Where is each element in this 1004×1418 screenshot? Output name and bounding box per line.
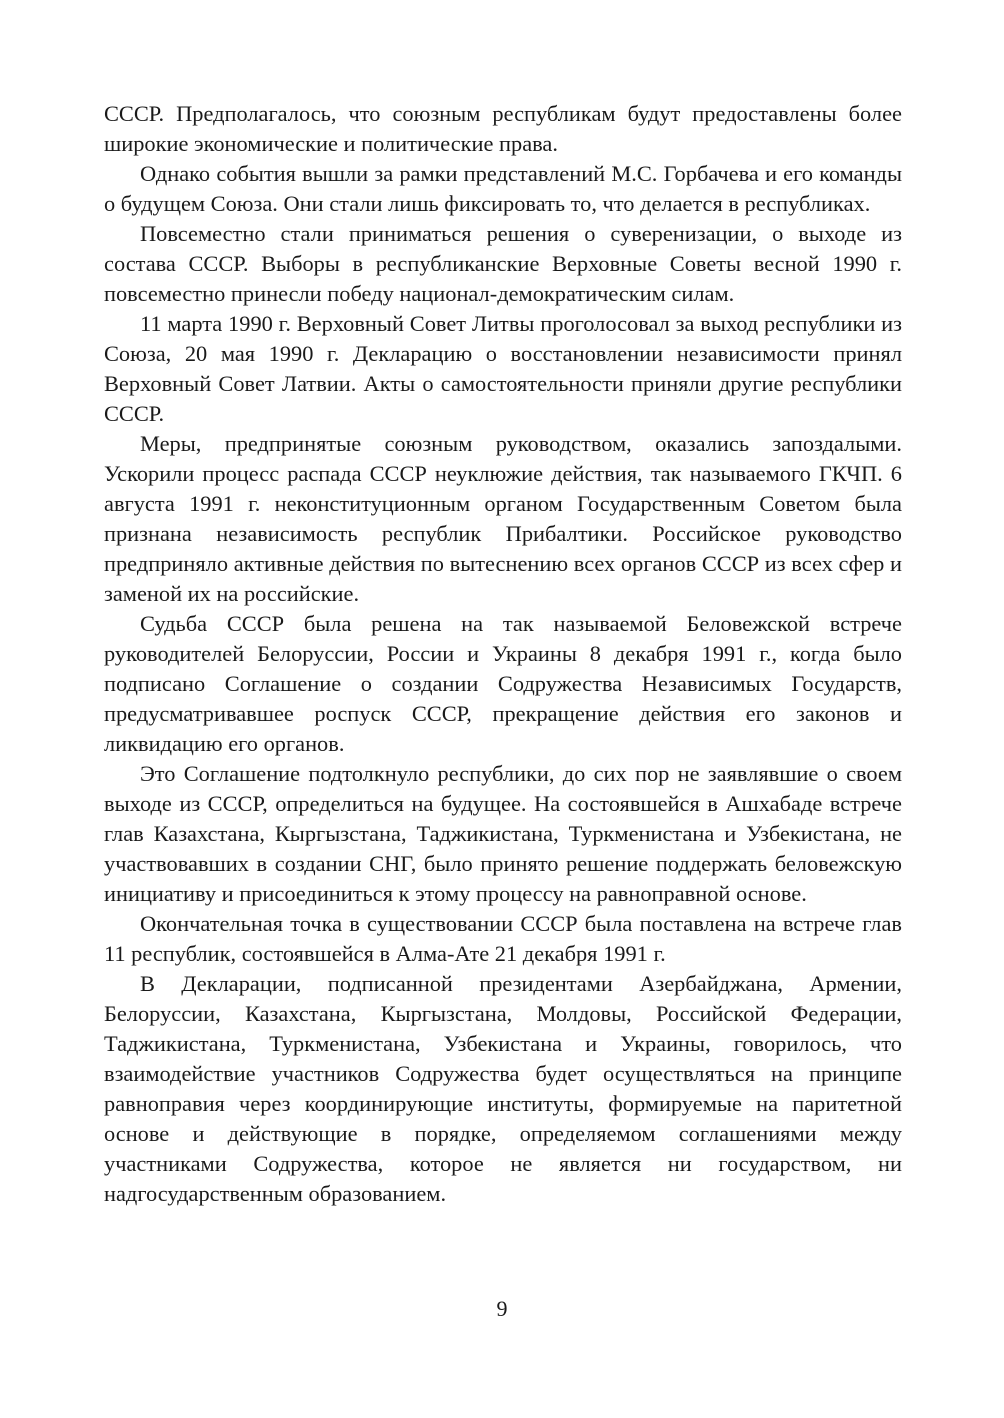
paragraph-8: Окончательная точка в существовании СССР была поставлена на встрече глав 11 республик, состоявшейся в Алма-Ате 21 декабря 1991 г. [104, 911, 902, 966]
page-number: 9 [496, 1296, 508, 1321]
page-body [104, 99, 902, 1209]
paragraph-1: СССР. Предполагалось, что союзным республикам будут предоставлены более широкие экономические и политические права. [104, 101, 902, 156]
paragraph-4: 11 марта 1990 г. Верховный Совет Литвы проголосовал за выход республики из Союза, 20 мая 1990 г. Декларацию о восстановлении независимости принял Верховный Совет Латвии. Акты о самостоятельности приняли другие республики СССР. [104, 311, 902, 426]
paragraph-2: Однако события вышли за рамки представлений М.С. Горбачева и его команды о будущем Союза. Они стали лишь фиксировать то, что делается в республиках. [104, 161, 902, 216]
paragraph-6: Судьба СССР была решена на так называемой Беловежской встрече руководителей Белоруссии, России и Украины 8 декабря 1991 г., когда было подписано Соглашение о создании Содружества Независимых Государств, предусматривавшее роспуск СССР, прекращение действия его законов и ликвидацию его органов. [104, 611, 902, 756]
paragraph-3: Повсеместно стали приниматься решения о суверенизации, о выходе из состава СССР. Выборы в республиканские Верховные Советы весной 1990 г. повсеместно принесли победу национал-демократическим силам. [104, 221, 902, 306]
paragraph-9: В Декларации, подписанной президентами Азербайджана, Армении, Белоруссии, Казахстана, Кыргызстана, Молдовы, Российской Федерации, Таджикистана, Туркменистана, Узбекистана и Украины, говорилось, что взаимодействие участников Содружества будет осуществляться на принципе равноправия через координирующие институты, формируемые на паритетной основе и действующие в порядке, определяемом соглашениями между участниками Содружества, которое не является ни государством, ни надгосударственным образованием. [104, 971, 902, 1206]
paragraph-5: Меры, предпринятые союзным руководством, оказались запоздалыми. Ускорили процесс распада СССР неуклюжие действия, так называемого ГКЧП. 6 августа 1991 г. неконституционным органом Государственным Советом была признана независимость республик Прибалтики. Российское руководство предприняло активные действия по вытеснению всех органов СССР из всех сфер и заменой их на российские. [104, 431, 902, 606]
paragraph-7: Это Соглашение подтолкнуло республики, до сих пор не заявлявшие о своем выходе из СССР, определиться на будущее. На состоявшейся в Ашхабаде встрече глав Казахстана, Кыргызстана, Таджикистана, Туркменистана и Узбекистана, не участвовавших в создании СНГ, было принято решение поддержать беловежскую инициативу и присоединиться к этому процессу на равноправной основе. [104, 761, 902, 906]
